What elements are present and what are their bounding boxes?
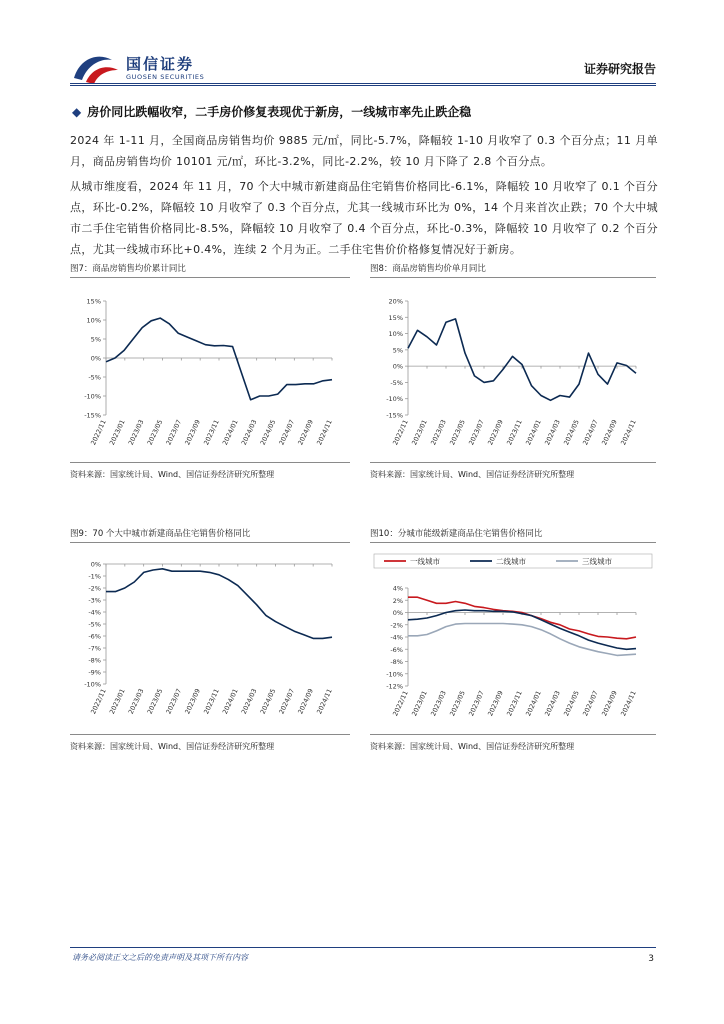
fig9-x-tick-label: 2023/11 [202, 687, 221, 716]
fig8-x-tick-label: 2023/07 [467, 418, 486, 447]
fig10-y-tick-label: -10% [386, 670, 403, 679]
fig8-series-line [408, 319, 636, 400]
figure-9-title-rule [70, 542, 350, 543]
footer-disclaimer: 请务必阅读正文之后的免责声明及其项下所有内容 [72, 953, 248, 962]
fig7-x-tick-label: 2024/09 [296, 418, 315, 447]
fig10-y-tick-label: -12% [386, 682, 403, 691]
fig9-y-tick-label: -1% [88, 572, 101, 581]
figure-8-title: 图8：商品房销售均价单月同比 [370, 264, 486, 274]
figure-10-source: 资料来源：国家统计局、Wind、国信证券经济研究所整理 [370, 742, 575, 751]
fig7-x-tick-label: 2024/07 [277, 418, 297, 447]
fig8-x-tick-label: 2024/01 [524, 418, 543, 447]
figure-7-bottom-rule [70, 462, 350, 463]
fig10-x-tick-label: 2024/05 [562, 689, 581, 718]
fig9-x-tick-label: 2023/01 [107, 687, 127, 716]
fig9-series-line [106, 569, 332, 639]
diamond-bullet-icon: ◆ [72, 105, 82, 119]
fig9-y-tick-label: -2% [88, 584, 101, 593]
fig8-y-tick-label: -10% [386, 395, 403, 404]
fig9-x-tick-label: 2023/09 [183, 687, 202, 716]
figure-10-chart [370, 552, 656, 732]
fig9-y-tick-label: -6% [88, 632, 101, 641]
fig7-y-tick-label: -5% [88, 373, 101, 382]
figure-9-bottom-rule [70, 734, 350, 735]
header-divider [70, 83, 656, 84]
fig8-x-tick-label: 2024/05 [562, 418, 581, 447]
fig10-y-tick-label: 0% [392, 609, 403, 617]
fig10-x-tick-label: 2024/03 [543, 689, 562, 718]
fig9-x-tick-label: 2023/03 [126, 687, 146, 716]
fig10-series-line [408, 597, 636, 639]
fig7-x-tick-label: 2023/01 [107, 418, 127, 447]
fig10-legend-label: 一线城市 [410, 557, 440, 566]
fig9-x-tick-label: 2024/03 [239, 687, 259, 716]
fig7-x-tick-label: 2024/11 [315, 418, 334, 447]
figure-9-source: 资料来源：国家统计局、Wind、国信证券经济研究所整理 [70, 742, 275, 751]
figure-10-bottom-rule [370, 734, 656, 735]
fig9-y-tick-label: -4% [88, 608, 101, 617]
fig7-y-tick-label: 5% [90, 335, 101, 344]
fig9-x-tick-label: 2024/01 [220, 687, 240, 716]
fig8-x-tick-label: 2023/09 [486, 418, 505, 447]
fig10-y-tick-label: -6% [390, 645, 403, 654]
fig9-y-tick-label: -8% [88, 656, 101, 665]
fig9-y-tick-label: -10% [84, 680, 101, 689]
fig10-y-tick-label: -8% [390, 658, 403, 666]
fig7-y-tick-label: 10% [86, 316, 101, 325]
fig10-series-line [408, 610, 636, 649]
fig10-legend-label: 二线城市 [496, 557, 526, 566]
fig7-x-tick-label: 2023/03 [126, 418, 146, 447]
figure-10-title-rule [370, 542, 656, 543]
report-type-label: 证券研究报告 [583, 62, 656, 76]
fig7-x-tick-label: 2023/07 [164, 418, 184, 447]
fig8-y-tick-label: 15% [388, 313, 403, 322]
fig9-x-tick-label: 2023/05 [145, 687, 165, 716]
fig7-x-tick-label: 2023/11 [202, 418, 221, 447]
figure-7-title-rule [70, 277, 350, 278]
fig9-y-tick-label: -9% [88, 668, 101, 677]
fig9-y-tick-label: -7% [88, 644, 101, 653]
logo-english-text: GUOSEN SECURITIES [126, 73, 205, 81]
fig7-x-tick-label: 2024/01 [220, 418, 240, 447]
fig9-x-tick-label: 2024/05 [258, 687, 278, 716]
figure-9-title: 图9：70 个大中城市新建商品住宅销售价格同比 [70, 529, 251, 539]
fig9-x-tick-label: 2022/11 [89, 687, 108, 716]
fig8-x-tick-label: 2022/11 [391, 418, 410, 447]
fig10-x-tick-label: 2024/07 [581, 689, 600, 718]
section-heading [72, 103, 471, 120]
fig8-x-tick-label: 2023/03 [429, 418, 448, 447]
fig10-x-tick-label: 2023/01 [410, 689, 429, 718]
fig10-x-tick-label: 2024/09 [600, 689, 619, 718]
fig8-y-tick-label: 10% [388, 330, 403, 339]
figure-10-title: 图10：分城市能级新建商品住宅销售价格同比 [370, 529, 543, 539]
fig9-x-tick-label: 2023/07 [164, 687, 184, 716]
figure-7-title: 图7：商品房销售均价累计同比 [70, 264, 186, 274]
fig7-x-tick-label: 2022/11 [89, 418, 108, 447]
fig8-x-tick-label: 2024/09 [600, 418, 619, 447]
fig7-y-tick-label: 0% [90, 354, 101, 363]
fig8-y-tick-label: -15% [386, 411, 403, 420]
figure-9-chart [70, 552, 350, 732]
fig10-y-tick-label: 4% [392, 584, 403, 593]
fig10-x-tick-label: 2023/11 [505, 689, 524, 718]
fig8-y-tick-label: -5% [390, 378, 403, 387]
fig9-x-tick-label: 2024/11 [315, 687, 334, 716]
figure-7-chart [70, 285, 350, 460]
fig8-x-tick-label: 2023/05 [448, 418, 467, 447]
fig7-y-tick-label: -15% [84, 411, 101, 420]
footer-divider [70, 947, 656, 948]
header-divider-secondary [70, 85, 656, 86]
guosen-logo-icon [72, 52, 126, 86]
fig10-series-line [408, 624, 636, 656]
fig7-y-tick-label: 15% [86, 297, 101, 306]
figure-8-title-rule [370, 277, 656, 278]
fig10-x-tick-label: 2023/05 [448, 689, 467, 718]
fig10-y-tick-label: -4% [390, 633, 403, 642]
fig8-y-tick-label: 0% [392, 362, 403, 371]
paragraph-city-price: 从城市维度看，2024 年 11 月，70 个大中城市新建商品住宅销售价格同比-6.1%，降幅较 10 月收窄了 0.1 个百分点，环比-0.2%，降幅较 10 月收窄了 0.3 个百分点，尤其一线城市环比为 0%，14 个月来首次止跌；70 个大中城市二手住宅销售价格同比-8.5%，降幅较 10 月收窄了 0.4 个百分点，环比-0.3%，降幅较 10 月收窄了 0.2 个百分点，尤其一线城市环比+0.4%，连续 2 个月为正。二手住宅售价价格修复情况好于新房。 [70, 180, 658, 256]
fig10-x-tick-label: 2023/09 [486, 689, 505, 718]
fig7-y-tick-label: -10% [84, 392, 101, 401]
figure-8-chart [370, 285, 656, 460]
fig8-x-tick-label: 2024/07 [581, 418, 600, 447]
fig10-x-tick-label: 2022/11 [391, 689, 410, 718]
logo-text: 国信证券 [126, 55, 195, 73]
figure-7-source: 资料来源：国家统计局、Wind、国信证券经济研究所整理 [70, 470, 275, 479]
paragraph-national-price: 2024 年 1-11 月，全国商品房销售均价 9885 元/㎡，同比-5.7%，降幅较 1-10 月收窄了 0.3 个百分点；11 月单月，商品房销售均价 10101 元/㎡，环比-3.2%，同比-2.2%，较 10 月下降了 2.8 个百分点。 [70, 134, 658, 168]
fig8-x-tick-label: 2023/01 [410, 418, 429, 447]
fig8-y-tick-label: 20% [388, 297, 403, 306]
fig10-x-tick-label: 2023/03 [429, 689, 448, 718]
fig10-y-tick-label: -2% [390, 621, 403, 630]
fig9-x-tick-label: 2024/07 [277, 687, 297, 716]
figure-8-bottom-rule [370, 462, 656, 463]
fig8-y-tick-label: 5% [392, 346, 403, 355]
fig8-x-tick-label: 2024/11 [619, 418, 638, 447]
fig7-x-tick-label: 2024/03 [239, 418, 259, 447]
fig9-y-tick-label: 0% [90, 560, 101, 569]
fig10-legend-label: 三线城市 [582, 557, 612, 566]
fig8-x-tick-label: 2024/03 [543, 418, 562, 447]
fig9-y-tick-label: -3% [88, 596, 101, 605]
fig7-x-tick-label: 2023/05 [145, 418, 165, 447]
fig10-x-tick-label: 2023/07 [467, 689, 486, 718]
figure-8-source: 资料来源：国家统计局、Wind、国信证券经济研究所整理 [370, 470, 575, 479]
fig9-y-tick-label: -5% [88, 620, 101, 629]
fig10-y-tick-label: 2% [392, 596, 403, 605]
page-number: 3 [648, 954, 654, 964]
fig10-x-tick-label: 2024/11 [619, 689, 638, 718]
fig8-x-tick-label: 2023/11 [505, 418, 524, 447]
fig10-x-tick-label: 2024/01 [524, 689, 543, 718]
section-heading-text: 房价同比跌幅收窄，二手房价修复表现优于新房，一线城市率先止跌企稳 [87, 105, 472, 119]
fig7-x-tick-label: 2024/05 [258, 418, 278, 447]
fig9-x-tick-label: 2024/09 [296, 687, 315, 716]
fig7-x-tick-label: 2023/09 [183, 418, 202, 447]
